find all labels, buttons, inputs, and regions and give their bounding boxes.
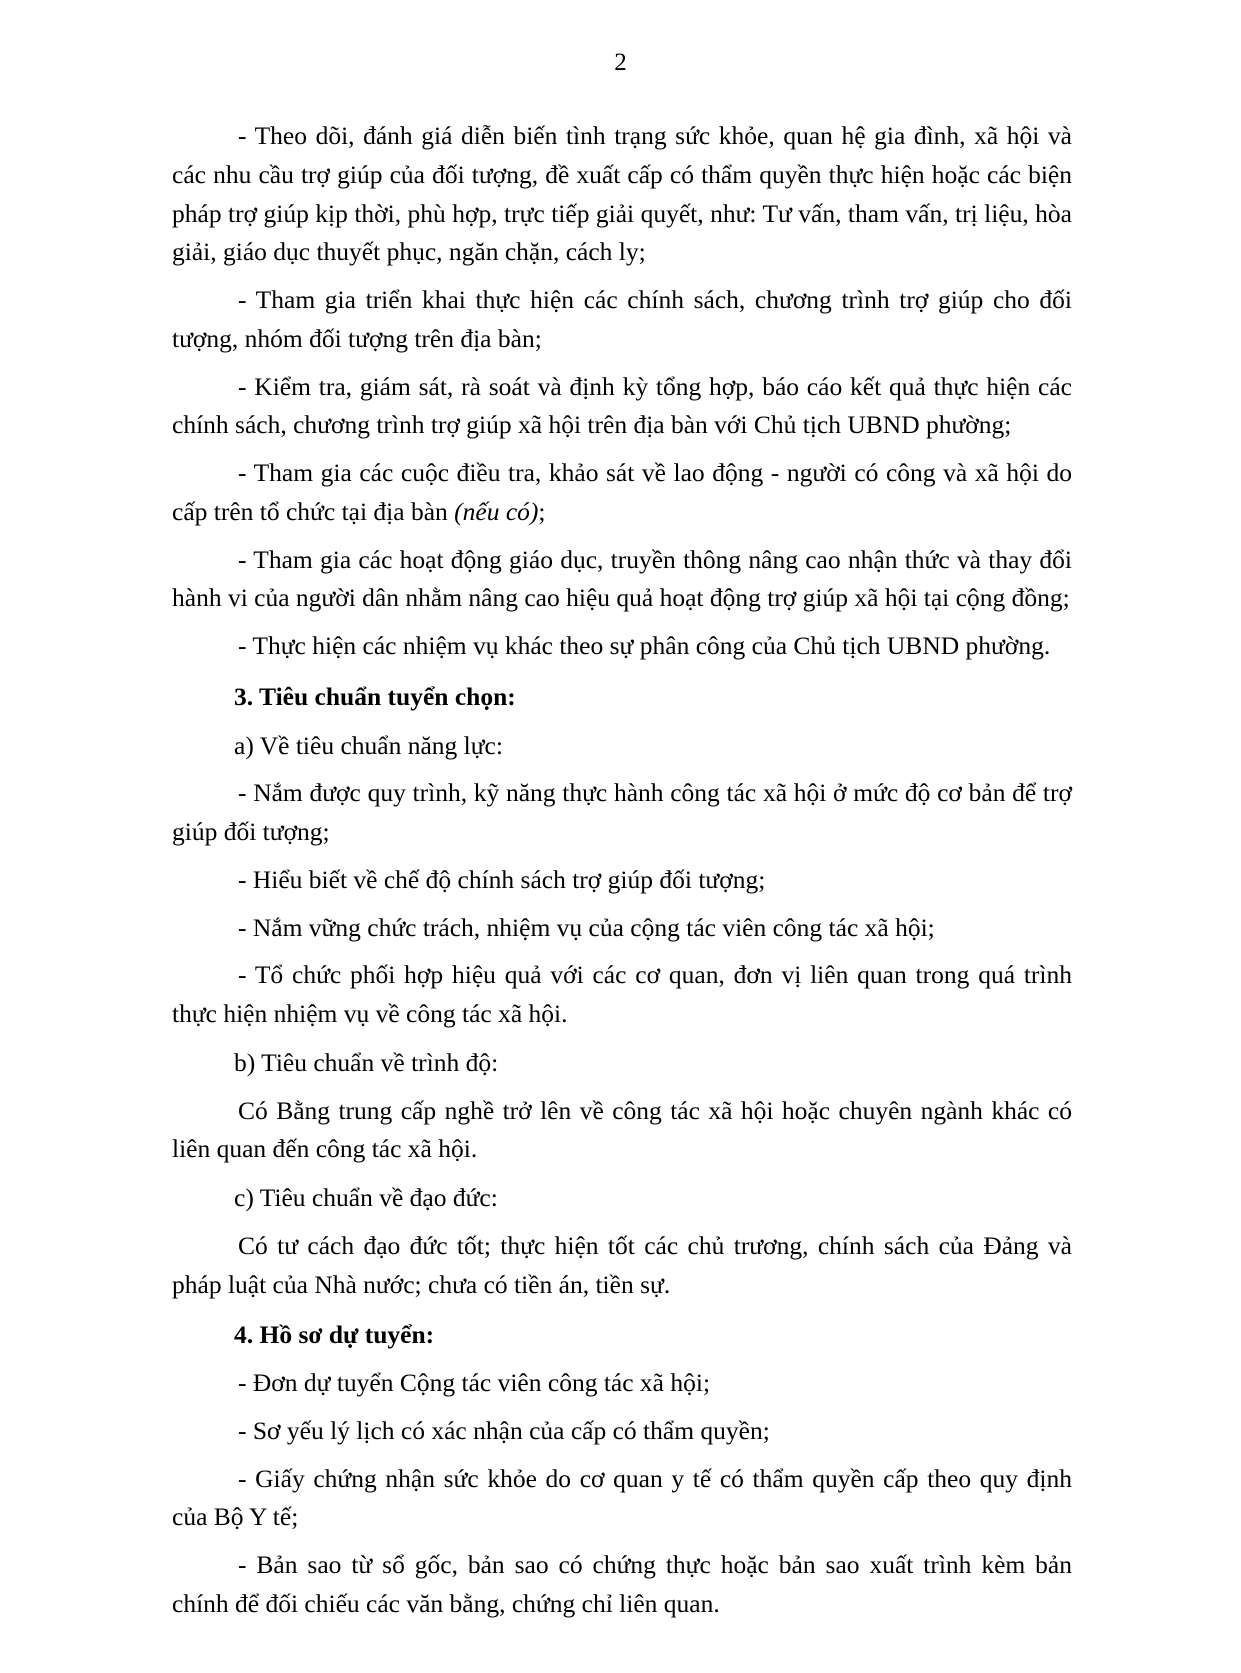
paragraph-tail: ; bbox=[538, 496, 546, 526]
paragraph: - Bản sao từ sổ gốc, bản sao có chứng thực hoặc bản sao xuất trình kèm bản chính để đối chiếu các văn bằng, chứng chỉ liên quan. bbox=[172, 1550, 1072, 1618]
paragraph: - Nắm được quy trình, kỹ năng thực hành công tác xã hội ở mức độ cơ bản để trợ giúp đối tượng; bbox=[172, 778, 1072, 846]
paragraph: - Sơ yếu lý lịch có xác nhận của cấp có thẩm quyền; bbox=[238, 1415, 770, 1445]
subsection-b: b) Tiêu chuẩn về trình độ: bbox=[234, 1047, 499, 1077]
page-number: 2 bbox=[614, 49, 627, 76]
paragraph: Có Bằng trung cấp nghề trở lên về công tác xã hội hoặc chuyên ngành khác có liên quan đến công tác xã hội. bbox=[172, 1095, 1072, 1164]
paragraph: - Tham gia các hoạt động giáo dục, truyền thông nâng cao nhận thức và thay đổi hành vi của người dân nhằm nâng cao hiệu quả hoạt động trợ giúp xã hội tại cộng đồng; bbox=[172, 544, 1072, 613]
paragraph: - Kiểm tra, giám sát, rà soát và định kỳ tổng hợp, báo cáo kết quả thực hiện các chính sách, chương trình trợ giúp xã hội trên địa bàn với Chủ tịch UBND phường; bbox=[172, 371, 1072, 440]
document-body bbox=[172, 108, 1072, 1624]
paragraph: - Nắm vững chức trách, nhiệm vụ của cộng tác viên công tác xã hội; bbox=[238, 912, 935, 942]
paragraph-italic-note: (nếu có) bbox=[454, 496, 539, 526]
paragraph-text: - Tham gia các cuộc điều tra, khảo sát về lao động - người có công và xã hội do cấp trên tổ chức tại địa bàn bbox=[172, 458, 1072, 526]
section-heading-3: 3. Tiêu chuẩn tuyển chọn: bbox=[234, 681, 516, 711]
paragraph: Có tư cách đạo đức tốt; thực hiện tốt các chủ trương, chính sách của Đảng và pháp luật của Nhà nước; chưa có tiền án, tiền sự. bbox=[172, 1230, 1072, 1299]
paragraph: - Đơn dự tuyển Cộng tác viên công tác xã hội; bbox=[238, 1368, 711, 1397]
paragraph: - Thực hiện các nhiệm vụ khác theo sự phân công của Chủ tịch UBND phường. bbox=[238, 631, 1051, 660]
paragraph: - Hiểu biết về chế độ chính sách trợ giúp đối tượng; bbox=[238, 864, 766, 894]
paragraph: - Giấy chứng nhận sức khỏe do cơ quan y tế có thẩm quyền cấp theo quy định của Bộ Y tế; bbox=[172, 1463, 1072, 1532]
section-heading-4: 4. Hồ sơ dự tuyển: bbox=[234, 1320, 435, 1350]
subsection-a: a) Về tiêu chuẩn năng lực: bbox=[234, 730, 503, 760]
paragraph bbox=[172, 454, 1072, 532]
paragraph: - Theo dõi, đánh giá diễn biến tình trạng sức khỏe, quan hệ gia đình, xã hội và các nhu cầu trợ giúp của đối tượng, đề xuất cấp có thẩm quyền thực hiện hoặc các biện pháp trợ giúp kịp thời, phù hợp, trực tiếp giải quyết, như: Tư vấn, tham vấn, trị liệu, hòa giải, giáo dục thuyết phục, ngăn chặn, cách ly; bbox=[172, 121, 1072, 267]
subsection-c: c) Tiêu chuẩn về đạo đức: bbox=[234, 1183, 498, 1212]
paragraph: - Tham gia triển khai thực hiện các chính sách, chương trình trợ giúp cho đối tượng, nhóm đối tượng trên địa bàn; bbox=[172, 285, 1072, 353]
paragraph: - Tổ chức phối hợp hiệu quả với các cơ quan, đơn vị liên quan trong quá trình thực hiện nhiệm vụ về công tác xã hội. bbox=[172, 960, 1072, 1028]
